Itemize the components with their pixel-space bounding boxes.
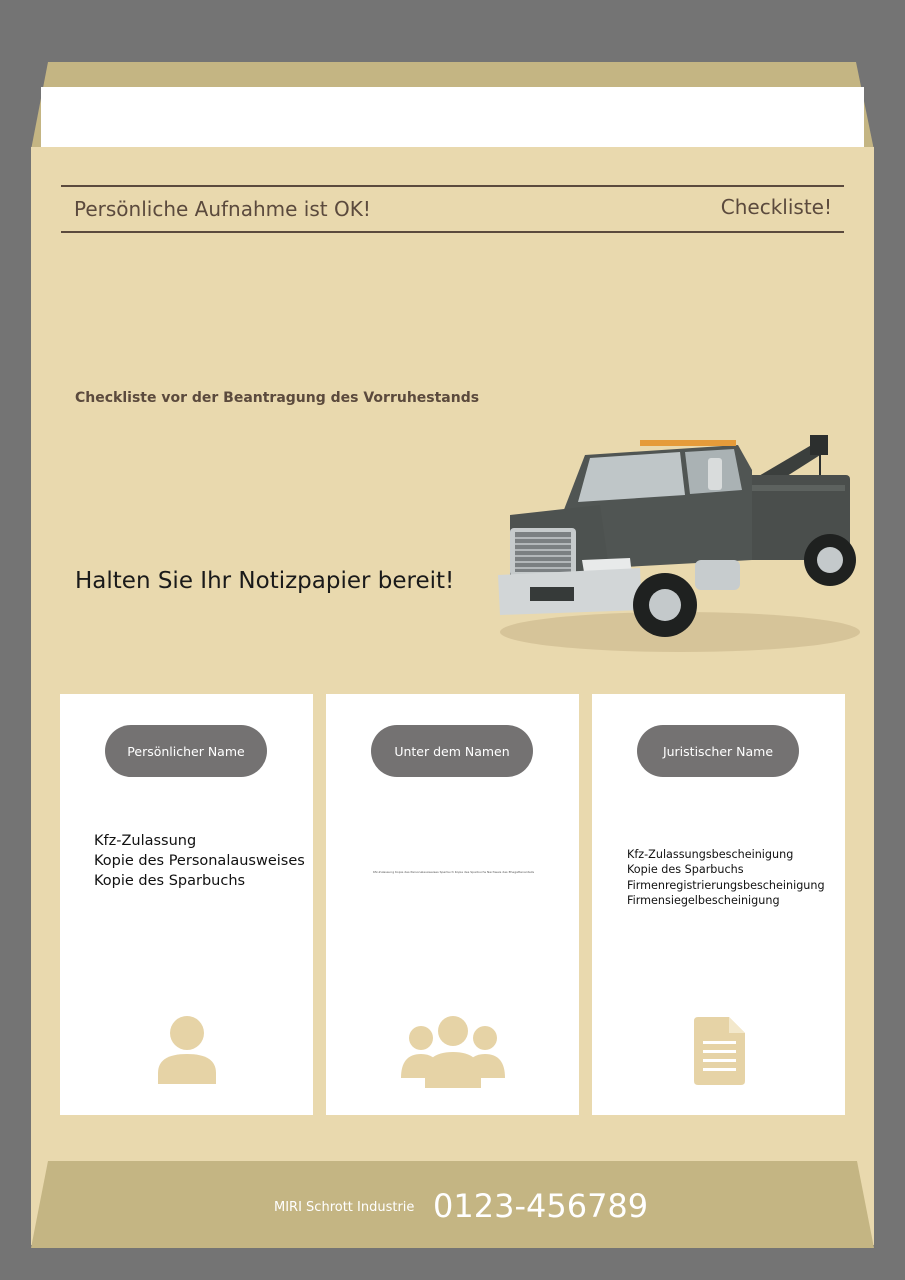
legal-documents-list (627, 847, 825, 908)
personal-documents-list (94, 831, 305, 891)
legal-name-button[interactable]: Juristischer Name (637, 725, 799, 777)
personal-name-button[interactable]: Persönlicher Name (105, 725, 267, 777)
headline: Halten Sie Ihr Notizpapier bereit! (75, 568, 455, 594)
list-item: Firmensiegelbescheinigung (627, 893, 780, 907)
footer-company-name: MIRI Schrott Industrie (274, 1200, 415, 1215)
footer-phone-number[interactable]: 0123-456789 (433, 1187, 649, 1225)
card-legal-name (592, 694, 845, 1115)
subtitle: Checkliste vor der Beantragung des Vorruhestands (75, 390, 480, 406)
list-item: Kopie des Sparbuchs (94, 873, 246, 889)
person-icon (157, 1016, 217, 1084)
header-rule-bottom (61, 231, 844, 233)
list-item: Kfz-Zulassung (94, 833, 197, 849)
card-under-name (326, 694, 579, 1115)
header-title-left: Persönliche Aufnahme ist OK! (74, 197, 371, 221)
list-item: Kopie des Personalausweises (94, 853, 305, 869)
under-name-button[interactable]: Unter dem Namen (371, 725, 533, 777)
group-icon (401, 1016, 505, 1088)
fine-print-list: Kfz-Zulassung Kopie des Personalausweises Sparbuch Kopie des Sparbuchs Nachweis des Ehegattenanteils (372, 870, 535, 874)
list-item: Firmenregistrierungsbescheinigung (627, 878, 825, 892)
list-item: Kopie des Sparbuchs (627, 863, 744, 877)
card-personal-name (60, 694, 313, 1115)
document-icon (694, 1017, 745, 1085)
tow-truck-image (490, 410, 870, 660)
list-item: Kfz-Zulassungsbescheinigung (627, 848, 794, 861)
header-title-right: Checkliste! (720, 195, 832, 219)
header-rule-top (61, 185, 844, 187)
white-insert-sheet (41, 87, 864, 147)
